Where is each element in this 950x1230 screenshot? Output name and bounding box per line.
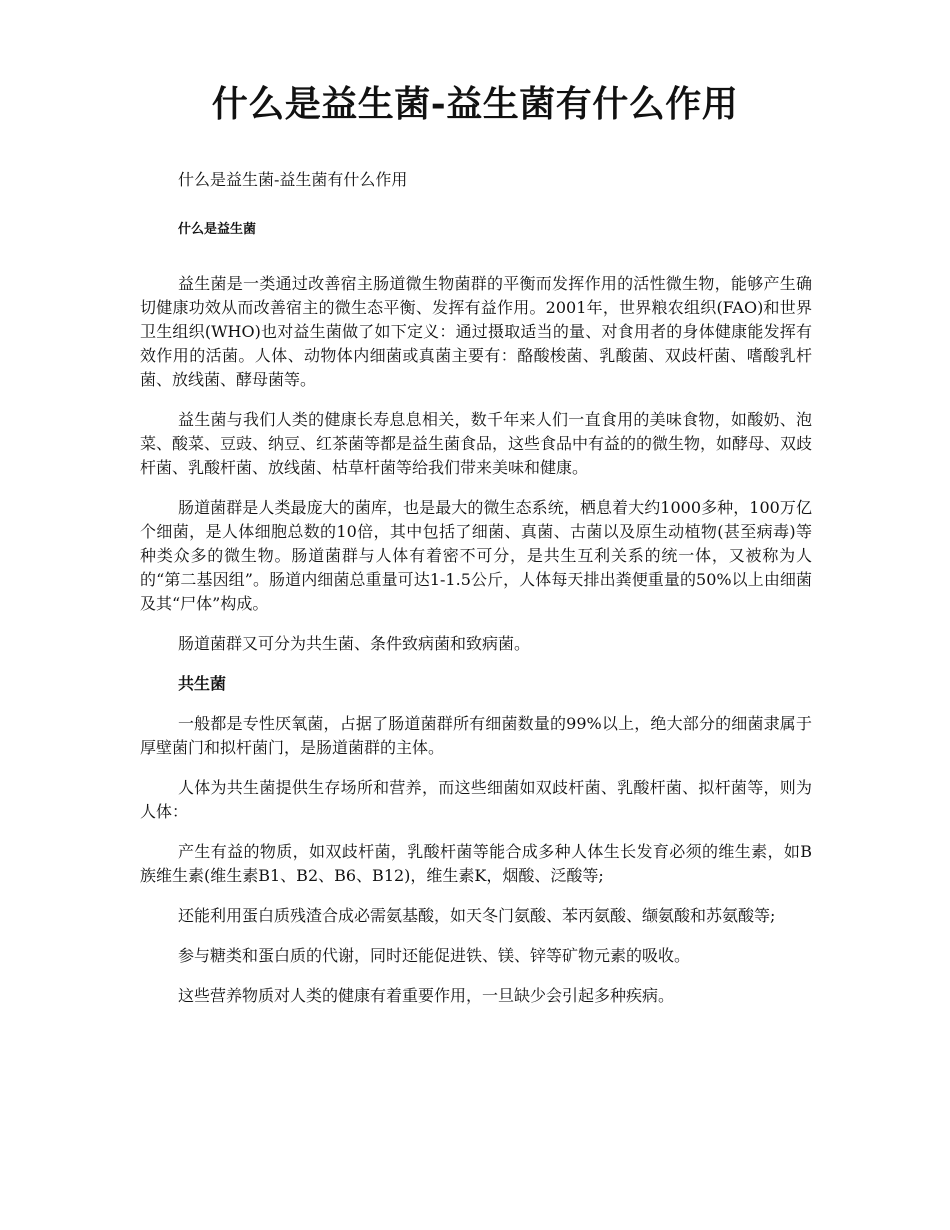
intro-line: 什么是益生菌-益生菌有什么作用 <box>178 170 408 189</box>
paragraph: 产生有益的物质，如双歧杆菌，乳酸杆菌等能合成多种人体生长发育必须的维生素，如B族维生素(维生素B1、B2、B6、B12)，维生素K，烟酸、泛酸等; <box>140 842 812 885</box>
paragraph: 参与糖类和蛋白质的代谢，同时还能促进铁、镁、锌等矿物元素的吸收。 <box>178 946 691 965</box>
paragraph: 一般都是专性厌氧菌，占据了肠道菌群所有细菌数量的99%以上，绝大部分的细菌隶属于厚壁菌门和拟杆菌门，是肠道菌群的主体。 <box>140 714 812 757</box>
paragraph: 益生菌是一类通过改善宿主肠道微生物菌群的平衡而发挥作用的活性微生物，能够产生确切健康功效从而改善宿主的微生态平衡、发挥有益作用。2001年，世界粮农组织(FAO)和世界卫生组织(WHO)也对益生菌做了如下定义：通过摄取适当的量、对食用者的身体健康能发挥有效作用的活菌。人体、动物体内细菌或真菌主要有：酪酸梭菌、乳酸菌、双歧杆菌、嗜酸乳杆菌、放线菌、酵母菌等。 <box>140 274 812 389</box>
paragraph: 益生菌与我们人类的健康长寿息息相关，数千年来人们一直食用的美味食物，如酸奶、泡菜、酸菜、豆豉、纳豆、红茶菌等都是益生菌食品，这些食品中有益的的微生物，如酵母、双歧杆菌、乳酸杆菌、放线菌、枯草杆菌等给我们带来美味和健康。 <box>140 410 813 477</box>
document-title: 什么是益生菌-益生菌有什么作用 <box>211 83 739 125</box>
paragraph: 这些营养物质对人类的健康有着重要作用，一旦缺少会引起多种疾病。 <box>178 986 675 1005</box>
section-heading-commensal: 共生菌 <box>178 674 227 693</box>
paragraph: 肠道菌群是人类最庞大的菌库，也是最大的微生态系统，栖息着大约1000多种，100万亿个细菌，是人体细胞总数的10倍，其中包括了细菌、真菌、古菌以及原生动植物(甚至病毒)等种类众多的微生物。肠道菌群与人体有着密不可分，是共生互利关系的统一体，又被称为人的“第二基因组”。肠道内细菌总重量可达1-1.5公斤，人体每天排出粪便重量的50%以上由细菌及其“尸体”构成。 <box>140 498 812 613</box>
section-heading-what-is-probiotic: 什么是益生菌 <box>178 222 257 237</box>
paragraph: 肠道菌群又可分为共生菌、条件致病菌和致病菌。 <box>178 634 531 653</box>
paragraph: 还能利用蛋白质残渣合成必需氨基酸，如天冬门氨酸、苯丙氨酸、缬氨酸和苏氨酸等; <box>178 906 776 925</box>
document-body <box>140 168 812 1024</box>
paragraph: 人体为共生菌提供生存场所和营养，而这些细菌如双歧杆菌、乳酸杆菌、拟杆菌等，则为人体： <box>140 778 812 821</box>
